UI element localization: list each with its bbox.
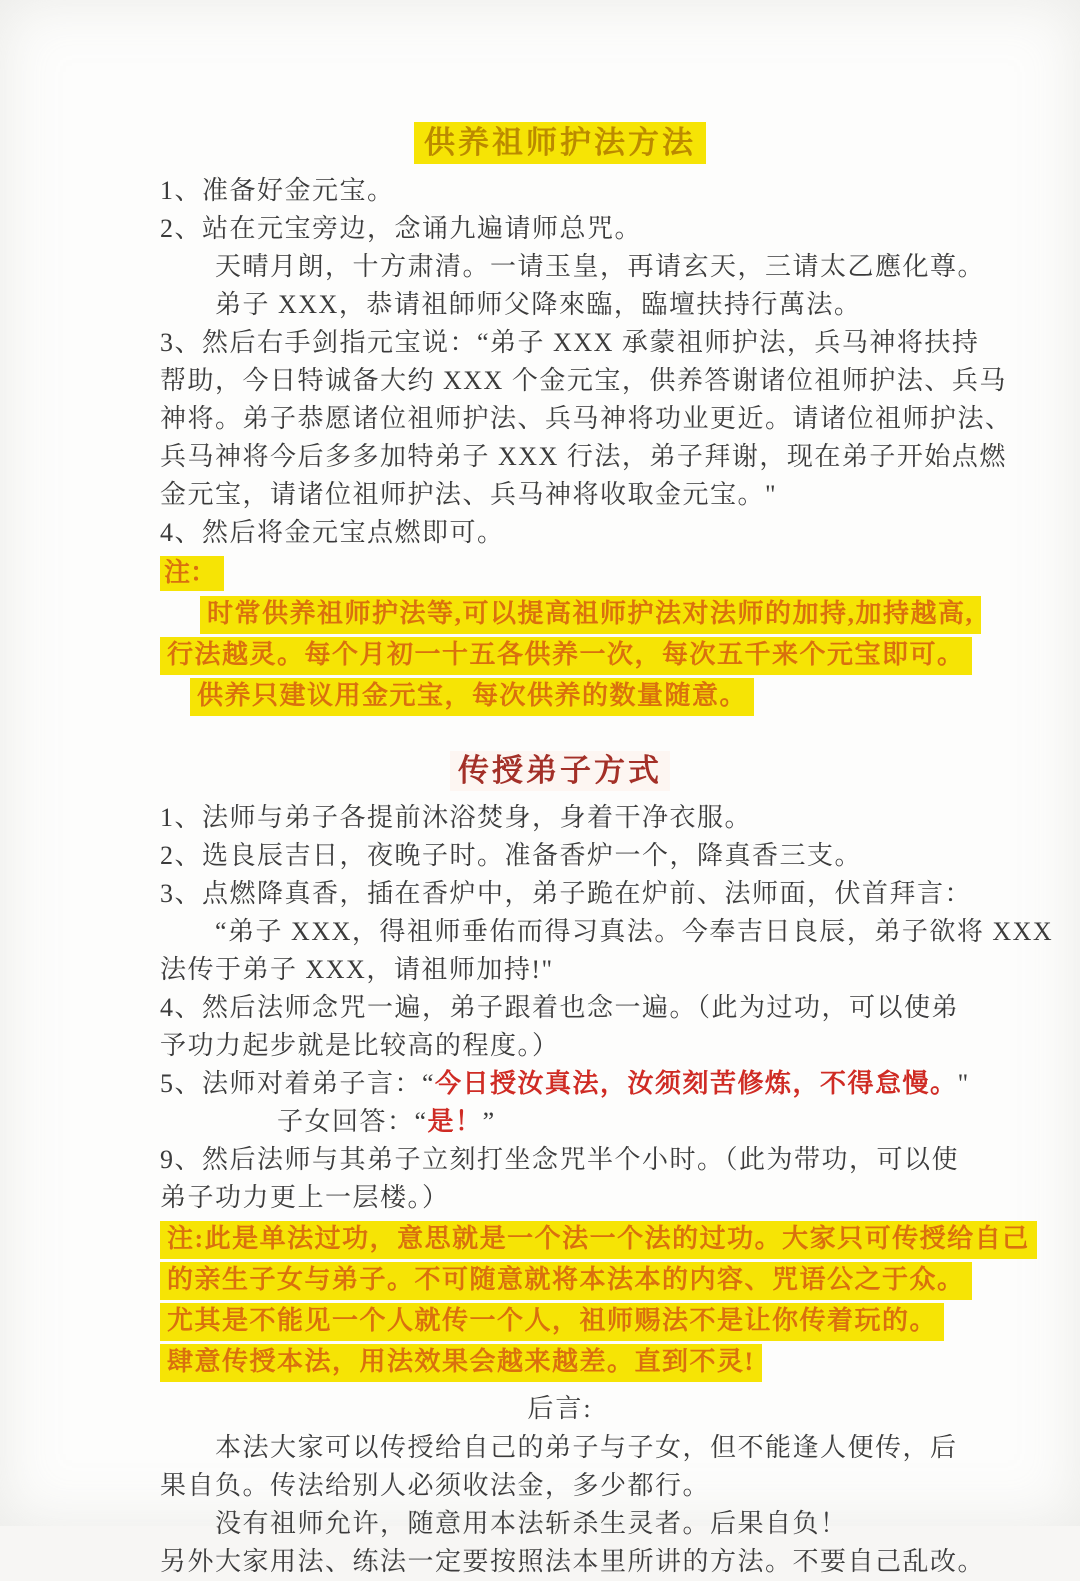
s1-note-line-3-text: 供养只建议用金元宝，每次供养的数量随意。 <box>190 678 754 716</box>
section1-title-row <box>160 122 960 164</box>
epilogue-line-2: 果自负。传法给别人必须收法金，多少都行。 <box>160 1471 711 1500</box>
s2-step-2: 2、选良辰吉日，夜晚子时。准备香炉一个，降真香三支。 <box>160 841 863 870</box>
s2-step-5-suffix: " <box>957 1069 970 1098</box>
s2-note-line-3 <box>160 1303 960 1344</box>
s1-chant-line-2: 弟子 XXX，恭请祖師师父降來臨，臨壇扶持行萬法。 <box>215 290 862 319</box>
s2-note-line-1-text: 注:此是单法过功，意思就是一个法一个法的过功。大家只可传授给自己 <box>160 1221 1037 1259</box>
s2-note-line-2 <box>160 1262 965 1303</box>
s1-step-3-line-3: 神将。弟子恭愿诸位祖师护法、兵马神将功业更近。请诸位祖师护法、 <box>160 404 1013 433</box>
s2-note-block <box>160 1221 1030 1385</box>
s1-step-4: 4、然后将金元宝点燃即可。 <box>160 518 505 547</box>
s1-note-line-1-text: 时常供养祖师护法等,可以提高祖师护法对法师的加持,加持越高, <box>200 596 981 634</box>
s2-vow-line-2: 法传于弟子 XXX，请祖师加持!" <box>160 955 554 984</box>
s2-reply-line <box>160 1103 960 1141</box>
s1-note-label: 注： <box>160 556 224 591</box>
s1-step-3-line-4: 兵马神将今后多多加特弟子 XXX 行法，弟子拜谢，现在弟子开始点燃 <box>160 442 1007 471</box>
s1-step-1: 1、准备好金元宝。 <box>160 176 395 205</box>
s2-vow-line-1: “弟子 XXX，得祖师垂佑而得习真法。今奉吉日良辰，弟子欲将 XXX <box>215 917 1054 946</box>
section2-title: 传授弟子方式 <box>450 751 670 791</box>
s2-step-9-line-1: 9、然后法师与其弟子立刻打坐念咒半个小时。（此为带功，可以使 <box>160 1145 960 1174</box>
s1-note-block <box>160 556 974 719</box>
s2-step-5-red-text: 今日授汝真法，汝须刻苦修炼，不得怠慢。 <box>435 1069 958 1098</box>
s1-step-3-line-5: 金元宝，请诸位祖师护法、兵马神将收取金元宝。" <box>160 480 778 509</box>
s2-reply-red-text: 是！ <box>427 1107 483 1136</box>
epilogue-line-1: 本法大家可以传授给自己的弟子与子女，但不能逢人便传，后 <box>215 1433 958 1462</box>
s1-note-line-2-text: 行法越灵。每个月初一十五各供养一次，每次五千来个元宝即可。 <box>160 637 972 675</box>
s2-note-line-2-text: 的亲生子女与弟子。不可随意就将本法本的内容、咒语公之于众。 <box>160 1262 972 1300</box>
s1-note-line-2 <box>160 637 965 678</box>
epilogue-title: 后言: <box>527 1394 593 1423</box>
s2-step-9-line-2: 弟子功力更上一层楼。） <box>160 1183 450 1212</box>
s2-step-5-prefix: 5、法师对着弟子言：“ <box>160 1069 436 1098</box>
s2-step-4-line-2: 予功力起步就是比较高的程度。） <box>160 1031 560 1060</box>
s2-step-4-line-1: 4、然后法师念咒一遍，弟子跟着也念一遍。（此为过功，可以使弟 <box>160 993 960 1022</box>
epilogue-line-3: 没有祖师允许，随意用本法斩杀生灵者。后果自负！ <box>215 1509 848 1538</box>
s2-step-5 <box>160 1065 970 1103</box>
s1-note-line-3 <box>160 678 960 719</box>
s1-note-line-1 <box>160 596 974 637</box>
s2-reply-suffix: ” <box>482 1107 496 1136</box>
s2-reply-prefix: 子女回答：“ <box>277 1107 428 1136</box>
section2-title-row <box>160 751 960 791</box>
s1-chant-line-1: 天晴月朗，十方肃清。一请玉皇，再请玄天，三请太乙應化尊。 <box>215 252 986 281</box>
s2-note-line-4 <box>160 1344 960 1385</box>
epilogue-line-4: 另外大家用法、练法一定要按照法本里所讲的方法。不要自己乱改。 <box>160 1547 986 1576</box>
s2-note-line-3-text: 尤其是不能见一个人就传一个人，祖师赐法不是让你传着玩的。 <box>160 1303 944 1341</box>
s1-step-3-line-2: 帮助，今日特诚备大约 XXX 个金元宝，供养答谢诸位祖师护法、兵马 <box>160 366 1007 395</box>
s1-step-3-line-1: 3、然后右手剑指元宝说：“弟子 XXX 承蒙祖师护法，兵马神将扶持 <box>160 328 980 357</box>
s2-note-line-4-text: 肆意传授本法，用法效果会越来越差。直到不灵! <box>160 1344 762 1382</box>
s1-note-label-row <box>160 556 960 596</box>
s2-note-line-1 <box>160 1221 1030 1262</box>
s1-step-2: 2、站在元宝旁边，念诵九遍请师总咒。 <box>160 214 643 243</box>
s2-step-3: 3、点燃降真香，插在香炉中，弟子跪在炉前、法师面，伏首拜言： <box>160 879 973 908</box>
s2-step-1: 1、法师与弟子各提前沐浴焚身，身着干净衣服。 <box>160 803 753 832</box>
section1-title: 供养祖师护法方法 <box>414 122 706 164</box>
